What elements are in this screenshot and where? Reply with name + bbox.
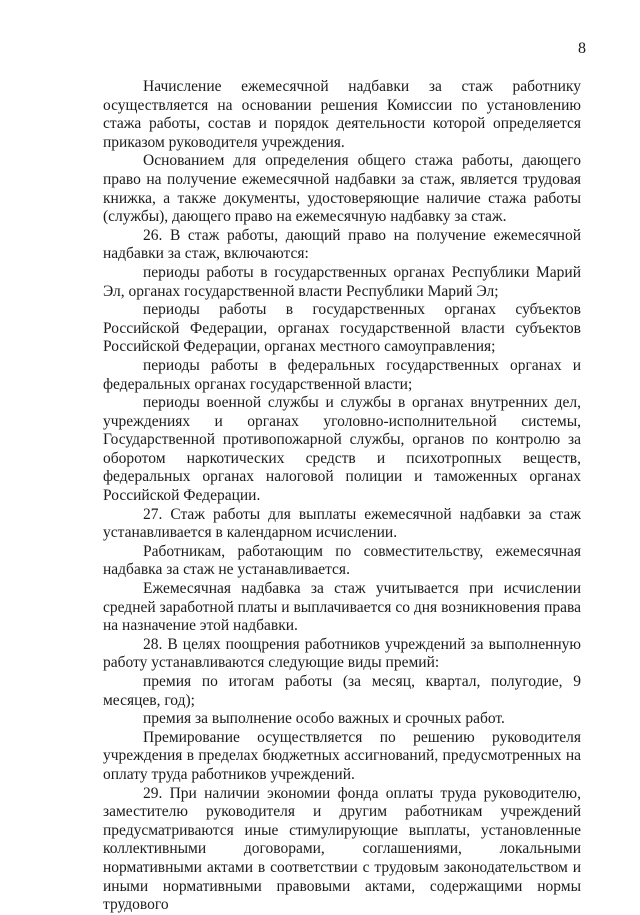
list-item: периоды военной службы и службы в органах внутренних дел, учреждениях и органах уголовно-исполнительной системы, Государственной противопожарной службы, органов по контролю за оборотом наркотических средств и психотропных веществ, федеральных органах налоговой полиции и таможенных органах Российской Федерации.: [103, 394, 581, 505]
section-26-heading: 26. В стаж работы, дающий право на получение ежемесячной надбавки за стаж, включаются:: [103, 226, 581, 263]
list-item: премия по итогам работы (за месяц, квартал, полугодие, 9 месяцев, год);: [103, 673, 581, 709]
paragraph: Ежемесячная надбавка за стаж учитывается при исчислении средней заработной платы и выплачивается со дня возникновения права на назначение этой надбавки.: [103, 580, 581, 635]
paragraph: Работникам, работающим по совместительству, ежемесячная надбавка за стаж не устанавливается.: [103, 542, 581, 579]
section-27-heading: 27. Стаж работы для выплаты ежемесячной надбавки за стаж устанавливается в календарном исчислении.: [103, 505, 581, 542]
list-item: периоды работы в федеральных государственных органах и федеральных органах государственной власти;: [103, 356, 581, 393]
paragraph: Основанием для определения общего стажа работы, дающего право на получение ежемесячной надбавки за стаж, является трудовая книжка, а также документы, удостоверяющие наличие стажа работы (службы), дающего право на ежемесячную надбавку за стаж.: [103, 152, 581, 226]
paragraph: Премирование осуществляется по решению руководителя учреждения в пределах бюджетных ассигнований, предусмотренных на оплату труда работников учреждений.: [103, 728, 581, 783]
list-item: периоды работы в государственных органах Республики Марий Эл, органах государственной власти Республики Марий Эл;: [103, 263, 581, 300]
document-body: [103, 78, 581, 915]
list-item: периоды работы в государственных органах субъектов Российской Федерации, органах государственной власти субъектов Российской Федерации, органах местного самоуправления;: [103, 301, 581, 356]
section-29-heading: 29. При наличии экономии фонда оплаты труда руководителю, заместителю руководителя и другим работникам учреждений предусматриваются иные стимулирующие выплаты, установленные коллективными договорами, соглашениями, локальными нормативными актами в соответствии с трудовым законодательством и иными нормативными правовыми актами, содержащими нормы трудового: [103, 784, 581, 914]
paragraph: Начисление ежемесячной надбавки за стаж работнику осуществляется на основании решения Комиссии по установлению стажа работы, состав и порядок деятельности которой определяется приказом руководителя учреждения.: [103, 78, 581, 151]
list-item: премия за выполнение особо важных и срочных работ.: [143, 710, 505, 728]
page-number: 8: [578, 40, 586, 57]
section-28-heading: 28. В целях поощрения работников учреждений за выполненную работу устанавливаются следующие виды премий:: [103, 635, 581, 672]
